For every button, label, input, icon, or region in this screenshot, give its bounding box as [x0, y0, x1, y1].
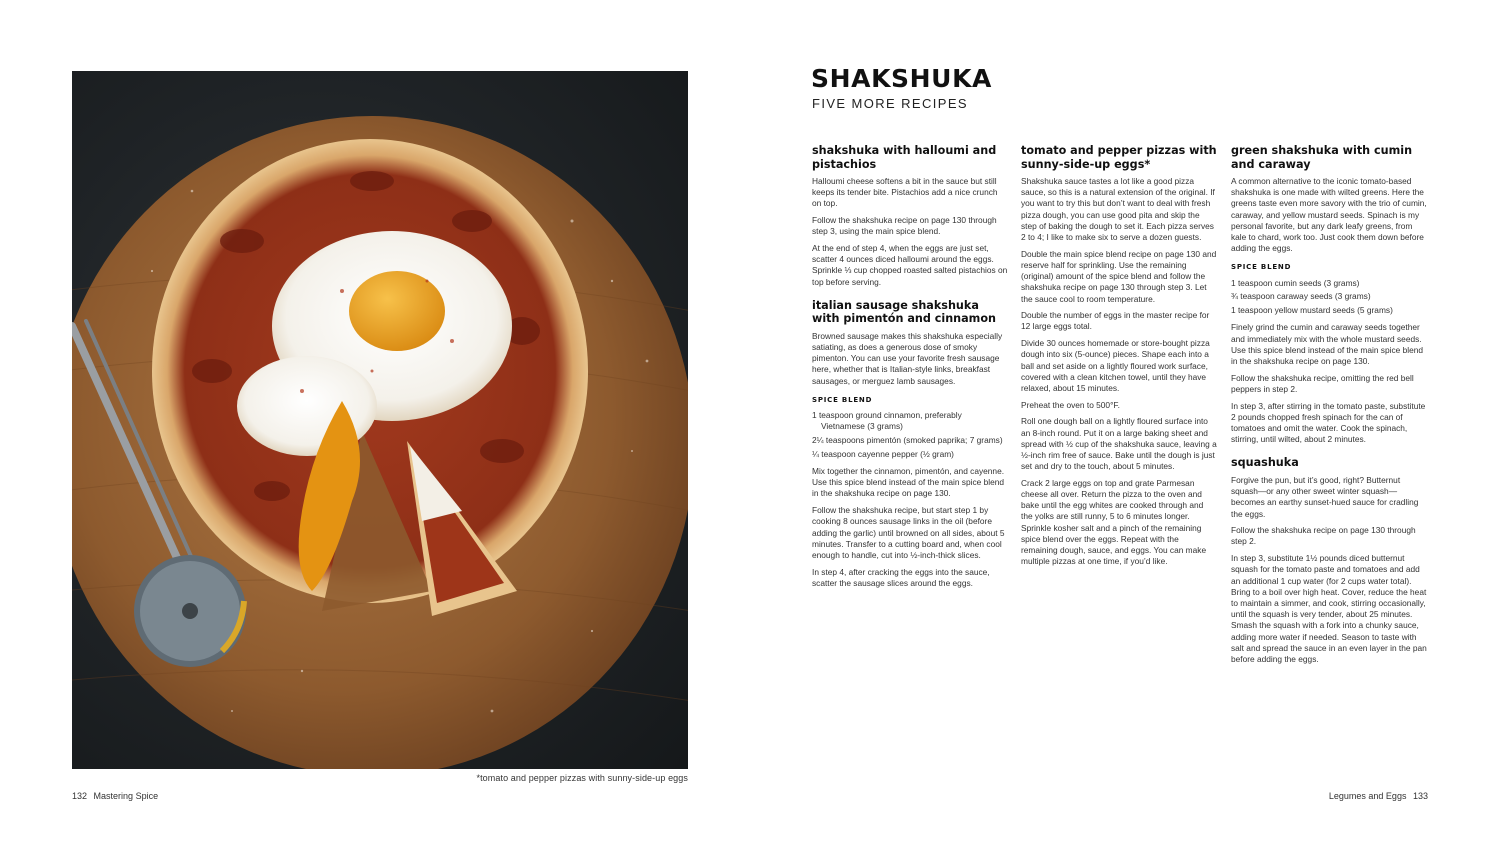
recipe-paragraph: Divide 30 ounces homemade or store-bought pizza dough into six (5-ounce) pieces. Shape each into a ball and set aside on a lightly floured work surface, covered with a clean kitchen towel, until they have relaxed, about 15 minutes. [1021, 338, 1210, 393]
recipe-heading-green: green shakshuka with cumin and caraway [1231, 144, 1413, 171]
recipe-paragraph: Preheat the oven to 500°F. [1021, 399, 1120, 410]
folio-left [72, 791, 158, 801]
folio-right [1329, 791, 1428, 801]
recipe-paragraph: Double the main spice blend recipe on page 130 and reserve half for sprinkling. Use the remaining (original) amount of the spice blend and follow the shakshuka recipe on page 130 through step 3. Let the sauce cool to room temperature. [1021, 248, 1217, 304]
recipe-paragraph: Roll one dough ball on a lightly floured surface into an 8-inch round. Put it on a large baking sheet and spread with ½ cup of the shakshuka sauce, leaving a ½-inch rim free of sauce. Bake until the dough is just set and dry to the touch, about 5 minutes. [1021, 416, 1217, 472]
recipe-heading-squash: squashuka [1231, 456, 1299, 470]
pizza-photo [72, 71, 688, 769]
column-3 [1231, 144, 1427, 671]
recipe-heading-pizzas: tomato and pepper pizzas with sunny-side-up eggs* [1021, 144, 1217, 171]
recipe-paragraph: Follow the shakshuka recipe, but start step 1 by cooking 8 ounces sausage links in the oil (before adding the garlic) until browned on all sides, about 5 minutes. Transfer to a cutting board and, when cool enough to handle, cut into ½-inch-thick slices. [812, 505, 1005, 560]
recipe-paragraph: Crack 2 large eggs on top and grate Parmesan cheese all over. Return the pizza to the oven and bake until the egg whites are cooked through and the yolks are still runny, 5 to 6 minutes longer. Sprinkle kosher salt and a pinch of the remaining spice blend over the eggs. Repeat with the remaining dough, sauce, and eggs. You can make multiple pizzas at one time, if you’d like. [1021, 477, 1207, 567]
page-number-right: 133 [1412, 791, 1428, 801]
column-2 [1021, 144, 1217, 573]
recipe-paragraph: In step 4, after cracking the eggs into the sauce, scatter the sausage slices around the eggs. [812, 566, 990, 588]
page-title: SHAKSHUKA [811, 64, 992, 93]
spice-item: 2¼ teaspoons pimentón (smoked paprika; 7 grams) [812, 435, 1003, 446]
recipe-paragraph: Halloumi cheese softens a bit in the sauce but still keeps its tender bite. Pistachios add a nice crunch on top. [812, 176, 998, 209]
spice-blend-label: SPICE BLEND [812, 395, 873, 404]
recipe-heading-halloumi: shakshuka with halloumi and pistachios [812, 144, 997, 171]
recipe-paragraph: Finely grind the cumin and caraway seeds together and immediately mix with the whole mustard seeds. Use this spice blend instead of the main spice blend in the shakshuka recipe on page 130. [1231, 322, 1424, 367]
recipe-paragraph: Double the number of eggs in the master recipe for 12 large eggs total. [1021, 310, 1210, 332]
spice-item: 1 teaspoon cumin seeds (3 grams) [1231, 277, 1360, 288]
recipe-paragraph: In step 3, substitute 1½ pounds diced butternut squash for the tomato paste and tomatoes and add an additional 1 cup water (for 2 cups water total). Bring to a boil over high heat. Cover, reduce the heat to maintain a simmer, and cook, stirring occasionally, until the squash is very tender, about 25 minutes. Smash the squash with a fork into a chunky sauce, adding more water if needed. Season to taste with salt and spread the sauce in an even layer in the pan before adding the eggs. [1231, 553, 1427, 664]
recipe-paragraph: Follow the shakshuka recipe on page 130 through step 3, using the main spice blend. [812, 215, 997, 237]
column-1 [812, 144, 1008, 595]
page-number-left: 132 [72, 791, 88, 801]
spice-blend-list [1231, 278, 1427, 317]
recipe-paragraph: Shakshuka sauce tastes a lot like a good pizza sauce, so this is a natural extension of the original. If you want to try this but don’t want to deal with fresh pizza dough, you can use good pita and skip the step of baking the dough to set it. Each pizza serves 2 to 4; I like to make six to serve a dozen guests. [1021, 176, 1215, 243]
book-title: Mastering Spice [93, 791, 159, 801]
spice-blend-label: SPICE BLEND [1231, 263, 1292, 272]
recipe-paragraph: In step 3, after stirring in the tomato paste, substitute 2 pounds chopped fresh spinach for the can of tomatoes and omit the water. Cook the spinach, stirring, until wilted, about 2 minutes. [1231, 400, 1426, 445]
spice-item: ¼ teaspoon cayenne pepper (½ gram) [812, 448, 954, 459]
recipe-paragraph: Forgive the pun, but it’s good, right? Butternut squash—or any other sweet winter squash—becomes an earthy sunset-hued sauce for cradling the eggs. [1231, 474, 1419, 519]
recipe-heading-sausage: italian sausage shakshuka with pimentón and cinnamon [812, 298, 996, 326]
spice-item: 1 teaspoon yellow mustard seeds (5 grams) [1231, 305, 1393, 316]
recipe-paragraph: Mix together the cinnamon, pimentón, and cayenne. Use this spice blend instead of the main spice blend in the shakshuka recipe on page 130. [812, 466, 1005, 499]
pizza-illustration [72, 71, 688, 769]
photo-caption: *tomato and pepper pizzas with sunny-side-up eggs [476, 773, 688, 783]
recipe-paragraph: Follow the shakshuka recipe on page 130 through step 2. [1231, 525, 1416, 547]
recipe-paragraph: At the end of step 4, when the eggs are just set, scatter 4 ounces diced halloumi around the eggs. Sprinkle ⅓ cup chopped roasted salted pistachios on top before serving. [812, 243, 1008, 287]
recipe-intro: Browned sausage makes this shakshuka especially satiating, as does a generous dose of smoky pimenton. You can use your favorite fresh sausage here, whether that is Italian-style links, breakfast sausages, or merguez lamb sausages. [812, 330, 1003, 386]
spice-item: ¾ teaspoon caraway seeds (3 grams) [1231, 291, 1371, 302]
chapter-title: Legumes and Eggs [1328, 791, 1407, 801]
recipe-paragraph: Follow the shakshuka recipe, omitting the red bell peppers in step 2. [1231, 372, 1414, 394]
recipe-intro: A common alternative to the iconic tomato-based shakshuka is one made with wilted greens. Here the greens taste even more savory with the trio of cumin, caraway, and yellow mustard seeds. Spinach is my personal favorite, but any dark leafy greens, from kale to chard, work too. Just cook them down before adding the eggs. [1231, 176, 1427, 254]
spice-item: 1 teaspoon ground cinnamon, preferably Vietnamese (3 grams) [812, 410, 962, 432]
spice-blend-list [812, 410, 1008, 460]
page-subtitle: FIVE MORE RECIPES [812, 96, 968, 111]
